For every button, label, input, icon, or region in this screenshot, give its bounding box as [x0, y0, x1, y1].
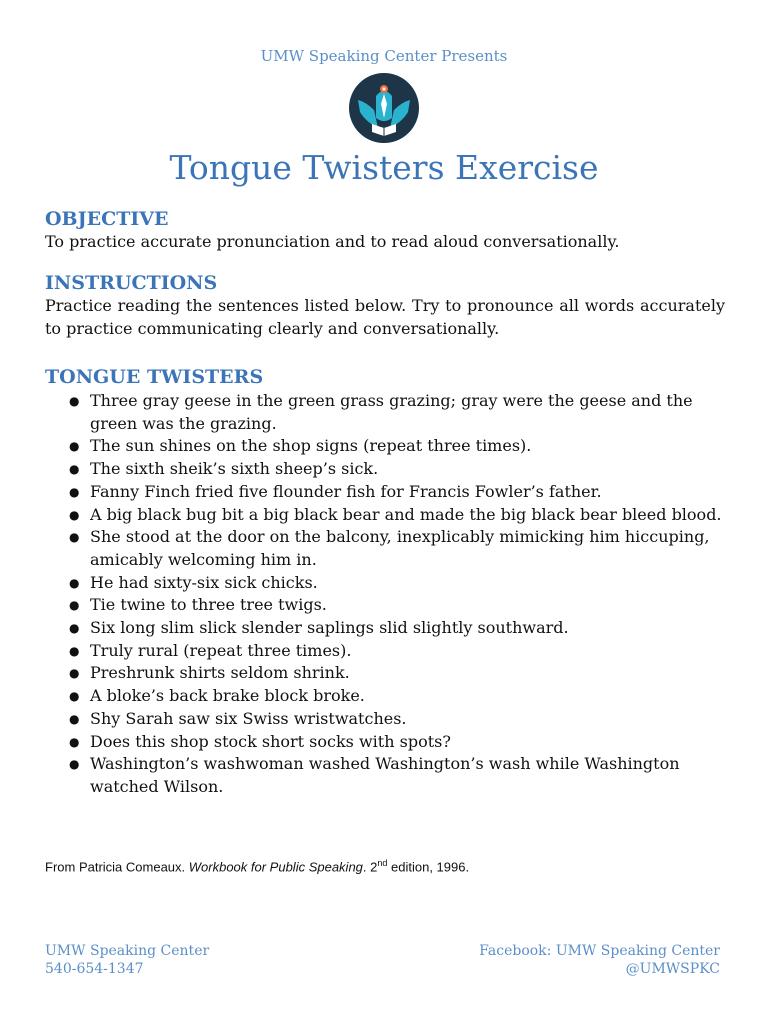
bullet-icon: ● — [69, 394, 80, 408]
objective-section — [45, 208, 725, 253]
bullet-icon: ● — [69, 689, 80, 704]
list-item — [45, 685, 725, 708]
list-item-text: Truly rural (repeat three times). — [90, 640, 352, 660]
list-item — [45, 390, 725, 435]
bullet-icon: ● — [69, 734, 80, 749]
objective-heading: OBJECTIVE — [45, 208, 169, 230]
list-item — [45, 458, 725, 481]
list-item-text: The sun shines on the shop signs (repeat three times). — [90, 436, 532, 456]
list-item-text: Shy Sarah saw six Swiss wristwatches. — [90, 708, 407, 728]
footer-contact — [45, 942, 209, 978]
page-title: Tongue Twisters Exercise — [169, 148, 599, 187]
tongue-twisters-heading: TONGUE TWISTERS — [45, 366, 264, 388]
bullet-icon: ● — [69, 621, 80, 636]
list-item — [45, 504, 725, 527]
instructions-text: Practice reading the sentences listed below. Try to pronounce all words accurately to practice communicating clearly and conversationally. — [45, 296, 725, 338]
presents-line: UMW Speaking Center Presents — [260, 47, 508, 65]
list-item-text: Six long slim slick slender saplings slid slightly southward. — [90, 618, 569, 638]
footer-phone: 540-654-1347 — [45, 961, 144, 977]
list-item-text: Preshrunk shirts seldom shrink. — [90, 663, 350, 683]
list-item-text: He had sixty-six sick chicks. — [90, 572, 318, 592]
instructions-heading: INSTRUCTIONS — [45, 272, 218, 294]
objective-text: To practice accurate pronunciation and to read aloud conversationally. — [45, 232, 620, 251]
bullet-icon: ● — [69, 575, 80, 590]
tongue-twisters-section — [45, 366, 725, 799]
list-item — [45, 617, 725, 640]
list-item-text: Washington’s washwoman washed Washington’s wash while Washington watched Wilson. — [90, 754, 680, 796]
tongue-twisters-list — [45, 390, 725, 799]
list-item-text: Does this shop stock short socks with spots? — [90, 731, 451, 751]
list-item — [45, 435, 725, 458]
list-item-text: Fanny Finch fried five flounder fish for Francis Fowler’s father. — [90, 481, 602, 501]
citation-prefix: From Patricia Comeaux. — [45, 859, 189, 875]
list-item — [45, 572, 725, 595]
bullet-icon: ● — [69, 757, 80, 772]
citation-suffix: edition, 1996. — [387, 859, 470, 875]
citation — [45, 858, 469, 874]
list-item-text: A bloke’s back brake block broke. — [90, 686, 365, 706]
footer-facebook: Facebook: UMW Speaking Center — [479, 943, 720, 959]
list-item — [45, 481, 725, 504]
list-item — [45, 640, 725, 663]
list-item — [45, 731, 725, 754]
bullet-icon: ● — [69, 643, 80, 658]
citation-edition: . 2 — [362, 859, 378, 875]
footer-org-name: UMW Speaking Center — [45, 943, 210, 959]
citation-edition-sup: nd — [377, 858, 388, 868]
citation-book-title: Workbook for Public Speaking — [188, 859, 363, 875]
list-item — [45, 526, 725, 571]
bullet-icon: ● — [69, 439, 80, 454]
footer-social — [479, 942, 720, 978]
list-item-text: A big black bug bit a big black bear and made the big black bear bleed blood. — [90, 504, 722, 524]
list-item-text: Three gray geese in the green grass grazing; gray were the geese and the green was the grazing. — [90, 391, 693, 433]
list-item — [45, 708, 725, 731]
bullet-icon: ● — [69, 666, 80, 681]
list-item — [45, 594, 725, 617]
list-item-text: She stood at the door on the balcony, inexplicably mimicking him hiccuping, amicably welcoming him in. — [90, 527, 710, 569]
bullet-icon: ● — [69, 530, 80, 545]
footer-handle: @UMWSPKC — [625, 961, 720, 977]
instructions-section — [45, 272, 725, 340]
bullet-icon: ● — [69, 507, 80, 522]
list-item-text: The sixth sheik’s sixth sheep’s sick. — [90, 459, 379, 479]
list-item — [45, 753, 725, 798]
list-item — [45, 662, 725, 685]
bullet-icon: ● — [69, 711, 80, 726]
bullet-icon: ● — [69, 462, 80, 477]
bullet-icon: ● — [69, 598, 80, 613]
list-item-text: Tie twine to three tree twigs. — [90, 595, 327, 615]
bullet-icon: ● — [69, 484, 80, 499]
quill-bird-logo-icon — [348, 72, 420, 144]
